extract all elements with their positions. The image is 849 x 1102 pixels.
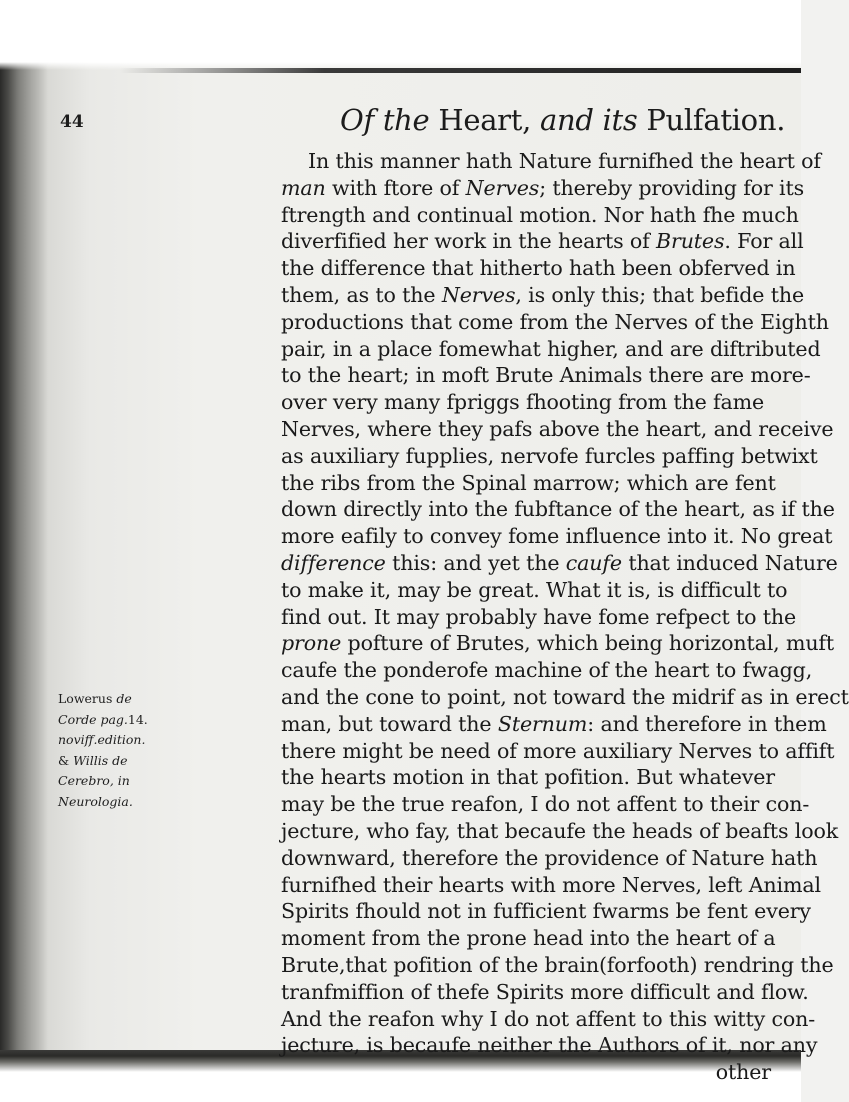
text-line: over very many fpriggs fhooting from the fame (281, 390, 765, 415)
catchword: other (715, 1060, 771, 1085)
text-line: prone pofture of Brutes, which being horizontal, muft (281, 631, 835, 656)
text-line: Brute,that pofition of the brain(forfooth) rendring the (281, 952, 834, 977)
running-head-end: Pulfation. (646, 103, 786, 137)
marginal-note-line: Cerebro, in (58, 773, 130, 789)
running-head-prefix: Of the (340, 103, 430, 137)
text-line: down directly into the fubftance of the heart, as if the (281, 497, 835, 522)
page-number: 44 (60, 112, 84, 132)
text-line: And the reafon why I do not affent to this witty con- (281, 1006, 816, 1031)
text-line: ftrength and continual motion. Nor hath fhe much (281, 202, 799, 227)
text-line: difference this: and yet the caufe that induced Nature (281, 550, 838, 575)
text-line: more eafily to convey fome influence into it. No great (281, 524, 833, 549)
text-line: man, but toward the Sternum: and therefore in them (281, 711, 827, 736)
text-line: them, as to the Nerves, is only this; that befide the (281, 282, 805, 307)
marginal-note (58, 689, 158, 813)
text-line: to the heart; in moft Brute Animals there are more- (281, 363, 811, 388)
text-line: man with ftore of Nerves; thereby providing for its (281, 175, 805, 200)
marginal-note-line: Corde pag.14. (58, 711, 148, 727)
text-line: moment from the prone head into the heart of a (281, 926, 776, 951)
marginal-note-line: Lowerus de (58, 691, 132, 706)
body-text (281, 148, 849, 1086)
text-line: the ribs from the Spinal marrow; which are fent (281, 470, 776, 495)
top-edge-shadow (120, 68, 801, 73)
text-line: pair, in a place fomewhat higher, and are diftributed (281, 336, 821, 361)
text-line: tranfmiffion of thefe Spirits more difficult and flow. (281, 979, 809, 1004)
text-line: caufe the ponderofe machine of the heart to fwagg, (281, 658, 813, 683)
text-line: find out. It may probably have fome refpect to the (281, 604, 797, 629)
running-head-and: and its (539, 103, 638, 137)
text-line: downward, therefore the providence of Nature hath (281, 845, 818, 870)
text-line: diverfified her work in the hearts of Brutes. For all (281, 229, 804, 254)
text-line: Spirits fhould not in fufficient fwarms be fent every (281, 899, 811, 924)
text-line: as auxiliary fupplies, nervofe furcles paffing betwixt (281, 443, 818, 468)
text-line: to make it, may be great. What it is, is difficult to (281, 577, 788, 602)
text-line: In this manner hath Nature furnifhed the heart of (308, 149, 821, 173)
running-head-main: Heart, (438, 103, 532, 137)
text-line: the hearts motion in that pofition. But whatever (281, 765, 775, 790)
running-head (340, 103, 785, 137)
text-line: there might be need of more auxiliary Nerves to affift (281, 738, 835, 763)
marginal-note-line: noviff.edition. (58, 732, 146, 748)
text-line: furnifhed their hearts with more Nerves, left Animal (281, 872, 821, 897)
marginal-note-line: & Willis de (58, 752, 128, 768)
page-binding-shadow (0, 0, 48, 1102)
text-line: productions that come from the Nerves of the Eighth (281, 309, 829, 334)
text-line: the difference that hitherto hath been obferved in (281, 256, 796, 281)
top-scan-margin (0, 0, 801, 70)
text-line: jecture, who fay, that becaufe the heads of beafts look (281, 818, 839, 843)
marginal-note-line: Neurologia. (58, 793, 133, 809)
text-line: may be the true reafon, I do not affent to their con- (281, 792, 810, 817)
text-line: Nerves, where they pafs above the heart, and receive (281, 416, 834, 441)
text-line: and the cone to point, not toward the midrif as in erect (281, 684, 849, 709)
text-line: jecture, is becaufe neither the Authors of it, nor any (281, 1033, 818, 1058)
